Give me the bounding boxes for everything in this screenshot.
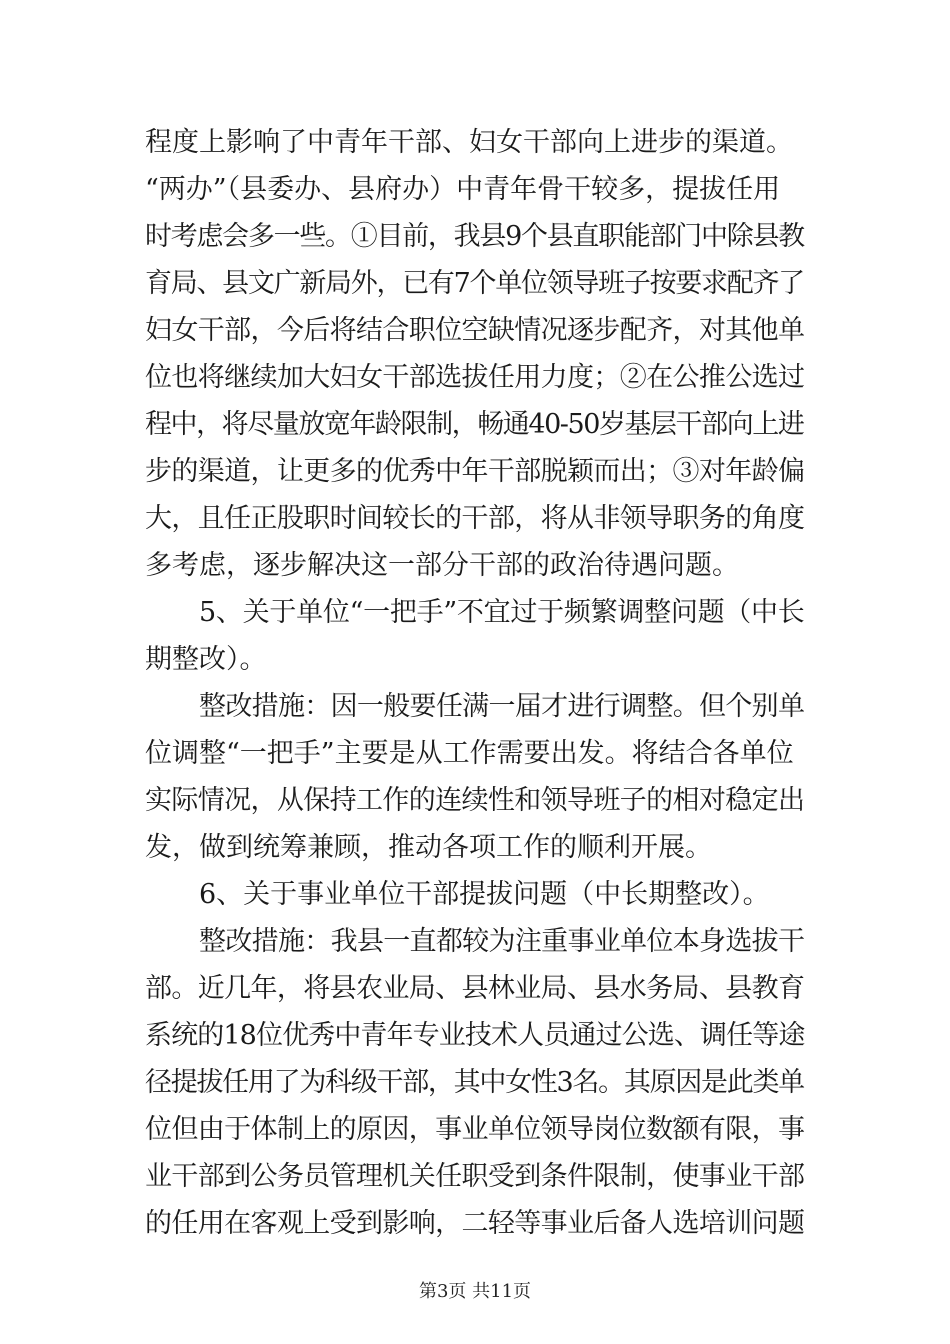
text-line: 程中，将尽量放宽年龄限制，畅通40-50岁基层干部向上进 bbox=[145, 409, 804, 440]
page-number-footer: 第3页 共11页 bbox=[418, 1281, 532, 1302]
section-heading-line: 期整改）。 bbox=[145, 644, 267, 675]
section-heading-line: 6、关于事业单位干部提拔问题（中长期整改）。 bbox=[199, 879, 770, 910]
text-line: 系统的18位优秀中青年专业技术人员通过公选、调任等途 bbox=[145, 1020, 805, 1051]
text-line: 时考虑会多一些。①目前，我县9个县直职能部门中除县教 bbox=[145, 221, 804, 252]
text-line: 径提拔任用了为科级干部，其中女性3名。其原因是此类单 bbox=[145, 1067, 804, 1098]
text-line: 部。近几年，将县农业局、县林业局、县水务局、县教育 bbox=[145, 973, 805, 1004]
text-line: 程度上影响了中青年干部、妇女干部向上进步的渠道。 bbox=[145, 127, 793, 158]
text-line: 位调整“一把手”主要是从工作需要出发。将结合各单位 bbox=[145, 738, 794, 769]
text-line: 位但由于体制上的原因，事业单位领导岗位数额有限，事 bbox=[145, 1114, 805, 1145]
text-line: 的任用在客观上受到影响，二轻等事业后备人选培训问题 bbox=[145, 1208, 805, 1239]
text-line: 整改措施：我县一直都较为注重事业单位本身选拔干 bbox=[199, 926, 805, 957]
section-heading-line: 5、关于单位“一把手”不宜过于频繁调整问题（中长 bbox=[199, 597, 805, 628]
text-line: 多考虑，逐步解决这一部分干部的政治待遇问题。 bbox=[145, 550, 739, 581]
text-line: 育局、县文广新局外，已有7个单位领导班子按要求配齐了 bbox=[145, 268, 804, 299]
text-line: 整改措施：因一般要任满一届才进行调整。但个别单 bbox=[199, 691, 805, 722]
text-line: 步的渠道，让更多的优秀中年干部脱颖而出；③对年龄偏 bbox=[145, 456, 805, 487]
text-line: 大，且任正股职时间较长的干部，将从非领导职务的角度 bbox=[145, 503, 805, 534]
text-line: 位也将继续加大妇女干部选拔任用力度；②在公推公选过 bbox=[145, 362, 805, 393]
text-line: 实际情况，从保持工作的连续性和领导班子的相对稳定出 bbox=[145, 785, 805, 816]
text-line: 发，做到统筹兼顾，推动各项工作的顺利开展。 bbox=[145, 832, 712, 863]
text-line: “两办”（县委办、县府办）中青年骨干较多，提拔任用 bbox=[145, 174, 781, 205]
text-line: 妇女干部，今后将结合职位空缺情况逐步配齐，对其他单 bbox=[145, 315, 805, 346]
text-line: 业干部到公务员管理机关任职受到条件限制，使事业干部 bbox=[145, 1161, 805, 1192]
